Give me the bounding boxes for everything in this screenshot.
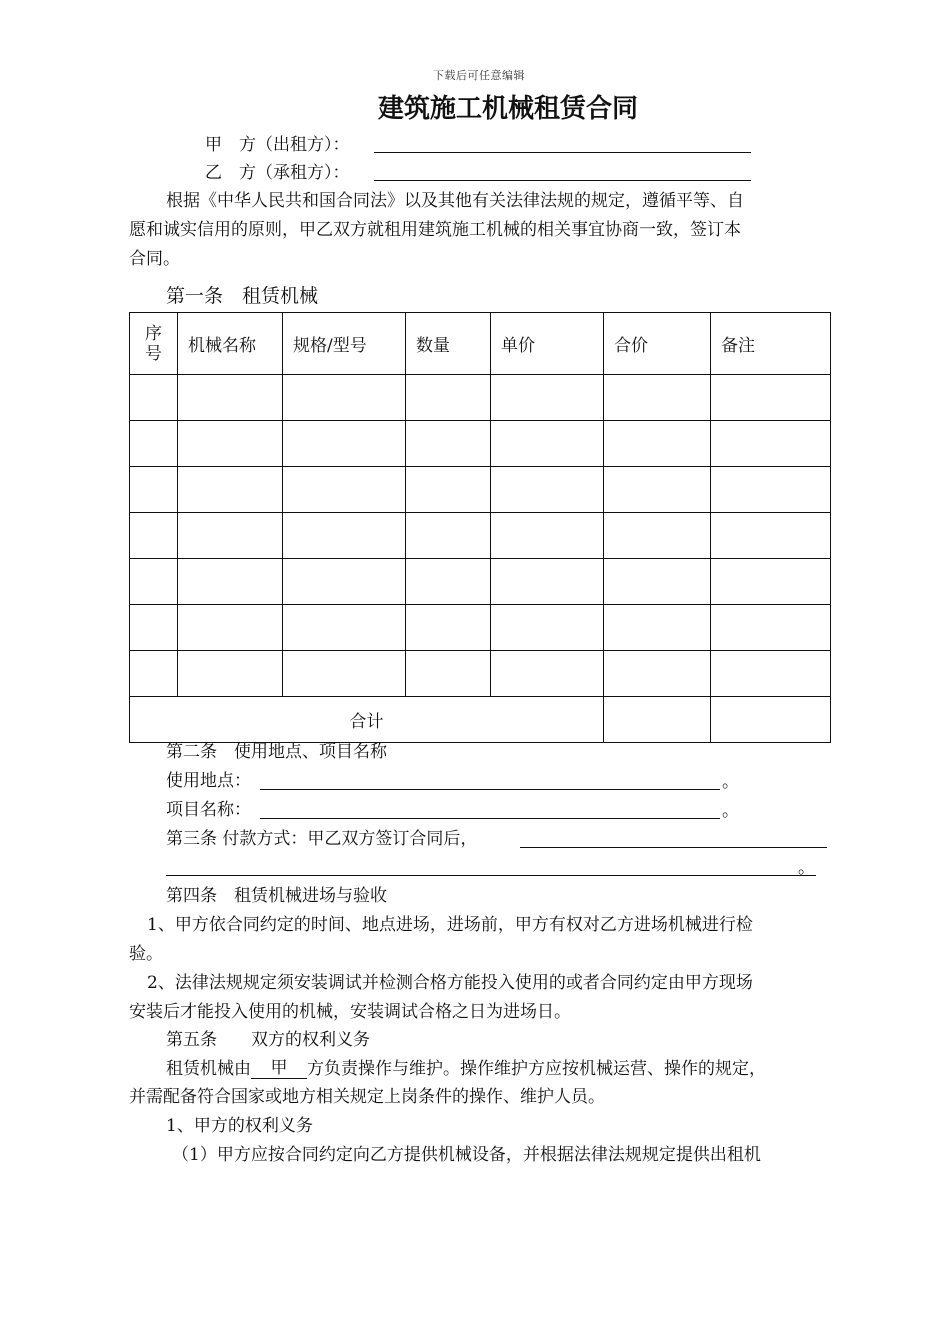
table-cell[interactable] [283,651,406,697]
table-cell[interactable] [130,467,178,513]
project-name-end: 。 [722,801,739,821]
table-cell[interactable] [491,559,604,605]
table-cell[interactable] [491,513,604,559]
total-amount-cell[interactable] [604,697,711,743]
table-row [130,421,831,467]
table-cell[interactable] [604,513,711,559]
table-cell[interactable] [178,605,283,651]
table-cell[interactable] [604,559,711,605]
article-5-sub1-title: 1、甲方的权利义务 [166,1116,313,1136]
table-cell[interactable] [283,467,406,513]
party-a-label: 甲 方（出租方）： [205,135,350,155]
article-3-text: 第三条 付款方式：甲乙双方签订合同后， [166,829,478,849]
table-cell[interactable] [711,467,831,513]
total-label: 合计 [130,697,604,743]
header-cell-index: 序号 [130,313,178,375]
table-cell[interactable] [178,559,283,605]
article-5-sub1-item1: （1）甲方应按合同约定向乙方提供机械设备，并根据法律法规规定提供出租机 [172,1145,761,1165]
table-cell[interactable] [711,375,831,421]
table-cell[interactable] [491,421,604,467]
party-a-blank[interactable] [374,152,751,153]
table-total-row [130,697,831,743]
table-cell[interactable] [604,605,711,651]
table-row [130,375,831,421]
article-4-p1-line2: 验。 [129,944,163,964]
header-cell-quantity: 数量 [406,313,491,375]
table-row [130,605,831,651]
party-b-blank[interactable] [374,180,751,181]
total-remarks-cell[interactable] [711,697,831,743]
usage-location-label: 使用地点： [166,771,251,791]
intro-line-1: 根据《中华人民共和国合同法》以及其他有关法律法规的规定，遵循平等、自 [166,191,744,211]
header-cell-unit-price: 单价 [491,313,604,375]
table-cell[interactable] [604,651,711,697]
table-row [130,651,831,697]
table-cell[interactable] [491,605,604,651]
table-cell[interactable] [283,605,406,651]
table-cell[interactable] [491,467,604,513]
payment-method-blank-2[interactable] [166,875,816,876]
table-cell[interactable] [711,651,831,697]
article-4-p1-line1: 1、甲方依合同约定的时间、地点进场，进场前，甲方有权对乙方进场机械进行检 [147,915,753,935]
table-cell[interactable] [130,651,178,697]
header-cell-remarks: 备注 [711,313,831,375]
table-cell[interactable] [130,375,178,421]
table-cell[interactable] [130,421,178,467]
intro-line-3: 合同。 [129,249,180,269]
payment-method-blank-1[interactable] [520,847,827,848]
payment-method-end: 。 [798,858,815,878]
article-4-p2-line1: 2、法律法规规定须安装调试并检测合格方能投入使用的或者合同约定由甲方现场 [147,973,753,993]
machinery-table [129,312,831,743]
table-cell[interactable] [178,421,283,467]
table-cell[interactable] [604,421,711,467]
intro-line-2: 愿和诚实信用的原则，甲乙双方就租用建筑施工机械的相关事宜协商一致，签订本 [129,220,741,240]
table-cell[interactable] [711,605,831,651]
usage-location-end: 。 [722,772,739,792]
table-cell[interactable] [130,513,178,559]
table-cell[interactable] [406,421,491,467]
table-cell[interactable] [406,605,491,651]
table-cell[interactable] [406,513,491,559]
table-header-row [130,313,831,375]
table-cell[interactable] [711,559,831,605]
article-5-title: 第五条 双方的权利义务 [166,1030,370,1050]
table-cell[interactable] [491,375,604,421]
table-cell[interactable] [406,467,491,513]
table-cell[interactable] [711,513,831,559]
table-cell[interactable] [491,651,604,697]
project-name-blank[interactable] [260,818,720,819]
article-5-p1-line1 [166,1058,766,1079]
table-row [130,467,831,513]
article-5-p1-line2: 并需配备符合国家或地方相关规定上岗条件的操作、维护人员。 [129,1087,605,1107]
table-cell[interactable] [604,375,711,421]
header-cell-total-price: 合价 [604,313,711,375]
table-cell[interactable] [178,651,283,697]
operator-party-field[interactable]: 甲 [251,1058,307,1079]
table-row [130,559,831,605]
header-watermark: 下载后可任意编辑 [433,69,525,82]
party-b-label: 乙 方（承租方）： [205,163,350,183]
table-cell[interactable] [130,559,178,605]
table-row [130,513,831,559]
table-cell[interactable] [283,559,406,605]
article-4-title: 第四条 租赁机械进场与验收 [166,886,387,906]
table-cell[interactable] [406,559,491,605]
project-name-label: 项目名称： [166,800,251,820]
table-cell[interactable] [178,375,283,421]
table-cell[interactable] [130,605,178,651]
document-title: 建筑施工机械租赁合同 [377,94,638,124]
table-cell[interactable] [283,375,406,421]
table-cell[interactable] [711,421,831,467]
table-cell[interactable] [604,467,711,513]
article-4-p2-line2: 安装后才能投入使用的机械，安装调试合格之日为进场日。 [129,1002,571,1022]
table-cell[interactable] [283,513,406,559]
header-cell-machine-name: 机械名称 [178,313,283,375]
table-cell[interactable] [406,375,491,421]
usage-location-blank[interactable] [260,789,720,790]
article-2-title: 第二条 使用地点、项目名称 [166,742,387,762]
table-cell[interactable] [178,513,283,559]
article-1-title: 第一条 租赁机械 [166,285,319,307]
table-cell[interactable] [178,467,283,513]
article-5-p1-prefix: 租赁机械由 [166,1059,251,1079]
table-cell[interactable] [406,651,491,697]
table-cell[interactable] [283,421,406,467]
article-5-p1-suffix: 方负责操作与维护。操作维护方应按机械运营、操作的规定， [307,1059,766,1079]
header-cell-spec-model: 规格/型号 [283,313,406,375]
